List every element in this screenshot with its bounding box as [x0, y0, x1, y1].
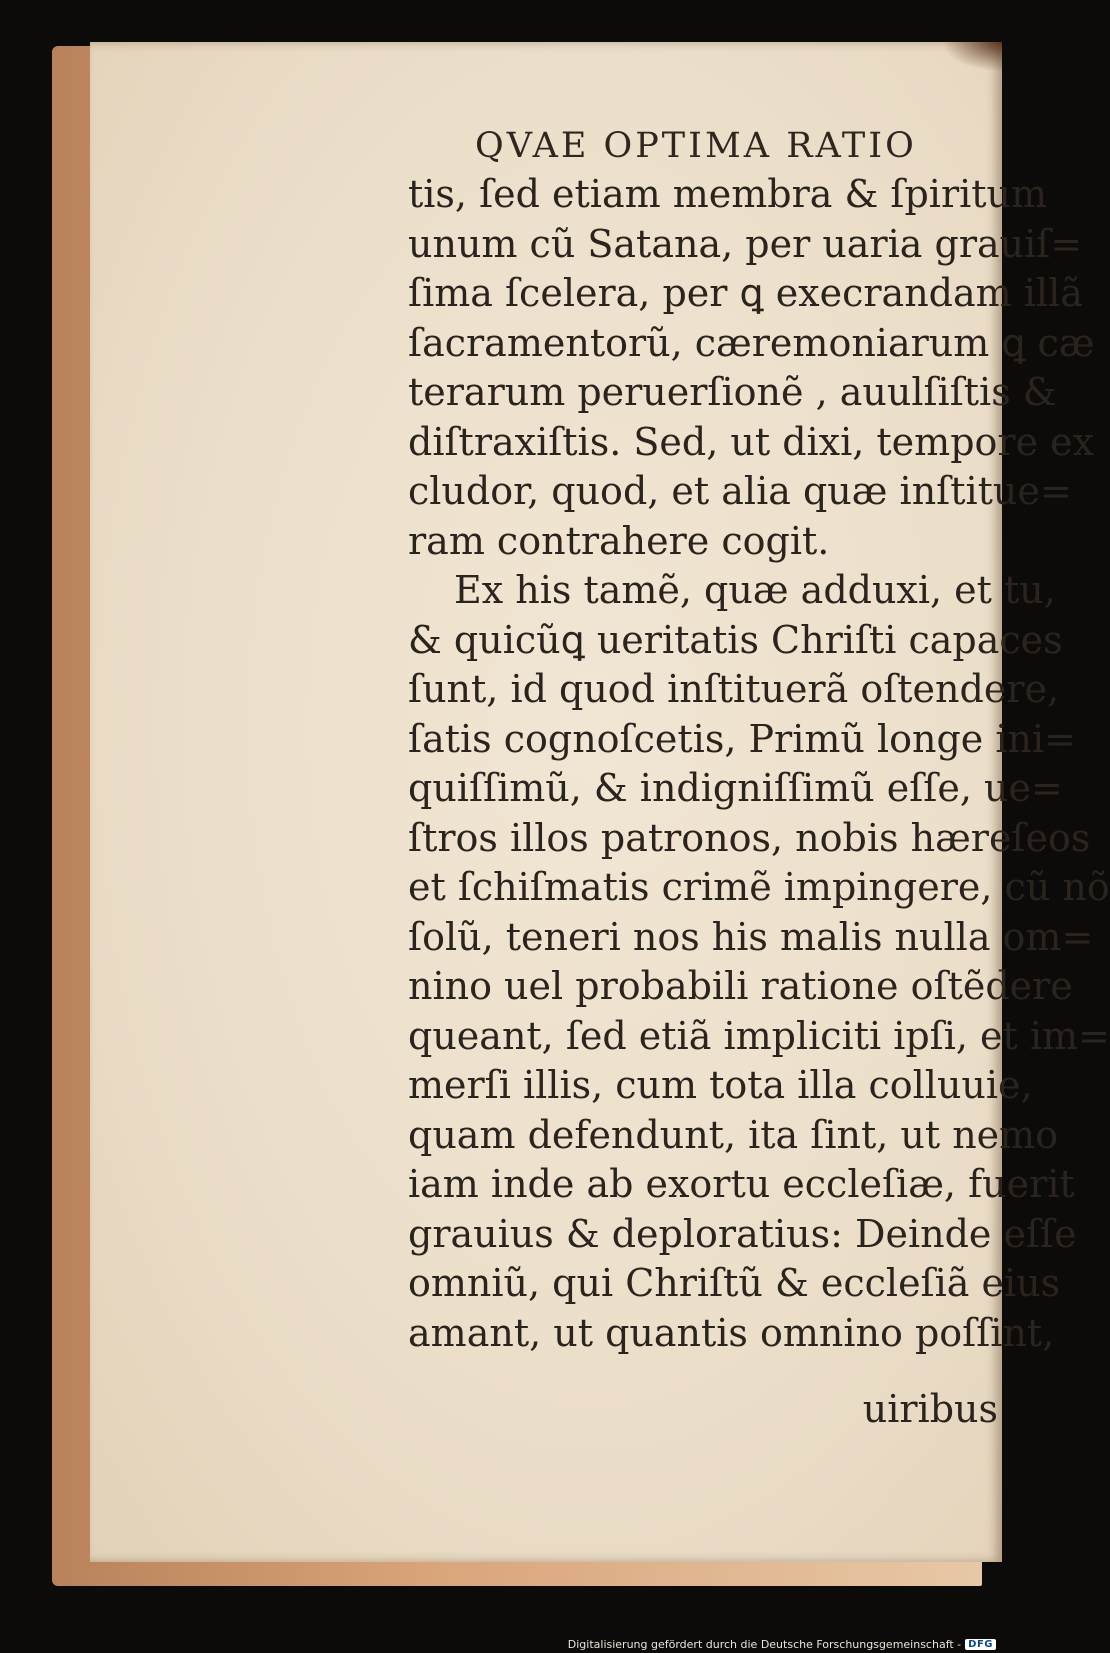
- text-line: ſolũ, teneri nos his malis nulla om=: [408, 914, 1094, 959]
- text-line: ſtros illos patronos, nobis hæreſeos: [408, 815, 1091, 860]
- text-line: unum cũ Satana, per uaria grauiſ=: [408, 221, 1083, 266]
- dfg-logo: DFG: [965, 1639, 996, 1650]
- text-line: diſtraxiſtis. Sed, ut dixi, tempore ex: [408, 419, 1095, 464]
- text-line: nino uel probabili ratione oſtẽdere: [408, 964, 1073, 1008]
- text-line: merſi illis, cum tota illa colluuie,: [408, 1063, 1033, 1107]
- text-line: et ſchiſmatis crimẽ impingere, cũ nõ: [408, 865, 1110, 909]
- text-line: terarum peruerſionẽ , auulſiſtis &: [408, 370, 1057, 414]
- text-line: ſacramentorũ, cæremoniarum ꝗ cæ: [408, 320, 1095, 365]
- running-head: QVAE OPTIMA RATIO: [475, 126, 917, 166]
- body-text: [408, 170, 1110, 1358]
- text-line: & quicũꝗ ueritatis Chriſti capaces: [408, 617, 1063, 662]
- text-line: omniũ, qui Chriſtũ & eccleſiã eius: [408, 1261, 1061, 1305]
- text-line: iam inde ab exortu eccleſiæ, fuerit: [408, 1162, 1075, 1206]
- text-line: cludor, quod, et alia quæ inſtitue=: [408, 469, 1072, 513]
- text-line: grauius & deploratius: Deinde eſſe: [408, 1211, 1077, 1256]
- catchword: uiribus: [862, 1387, 998, 1431]
- page-corner-shadow: [942, 42, 1002, 72]
- text-line: queant, ſed etiã impliciti ipſi, et im=: [408, 1013, 1110, 1058]
- text-line: ſunt, id quod inſtituerã oſtendere,: [408, 667, 1060, 711]
- book-page: [90, 42, 1110, 1562]
- text-line: ram contrahere cogit.: [408, 518, 830, 563]
- text-line: amant, ut quantis omnino poſſint,: [408, 1310, 1055, 1355]
- text-line: tis, ſed etiam membra & ſpiritum: [408, 172, 1048, 216]
- text-line: ſima ſcelera, per ꝗ execrandam illã: [408, 271, 1083, 315]
- text-line: ſatis cognoſcetis, Primũ longe ini=: [408, 716, 1076, 761]
- text-line: quiſſimũ, & indigniſſimũ eſſe, ue=: [408, 766, 1063, 810]
- text-line: quam defendunt, ita ſint, ut nemo: [408, 1112, 1059, 1157]
- text-line-paragraph-start: Ex his tamẽ, quæ adduxi, et tu,: [454, 568, 1056, 612]
- digitization-credit: [568, 1638, 996, 1651]
- credit-text: Digitalisierung gefördert durch die Deutsche Forschungsgemeinschaft -: [567, 1638, 962, 1651]
